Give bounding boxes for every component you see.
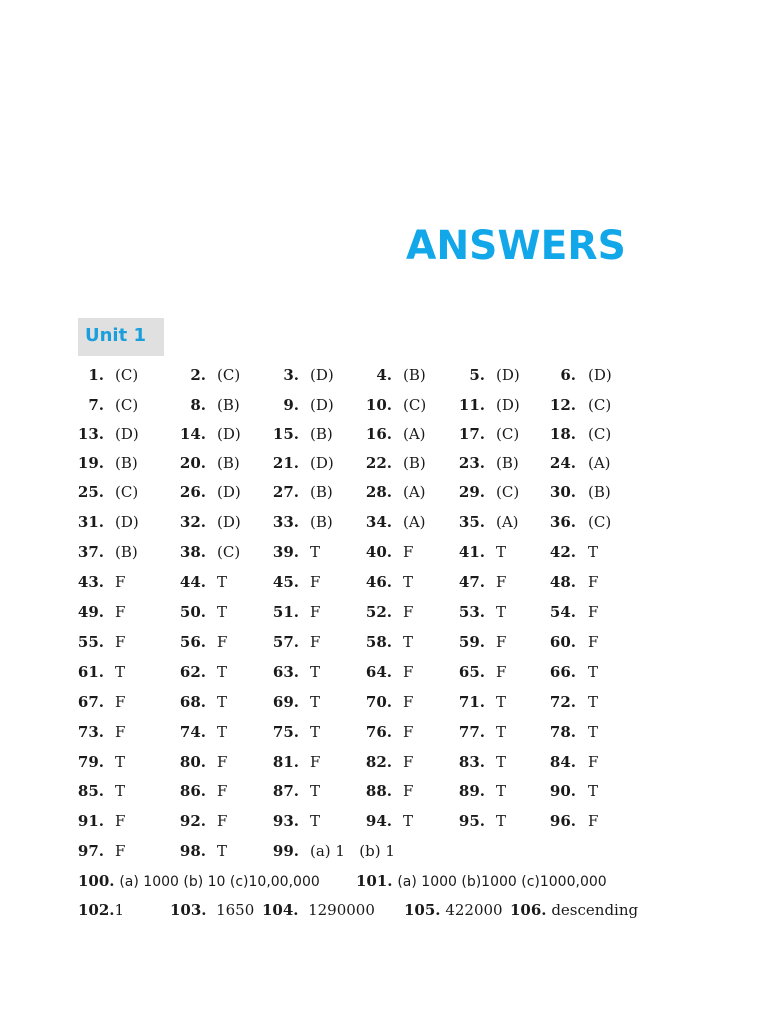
answer-text: (D) (496, 366, 520, 384)
answer-text: F (588, 753, 599, 771)
answer-item-101 (356, 869, 607, 894)
answer-text: T (115, 753, 126, 771)
question-number: 55. (77, 633, 104, 651)
question-number: 88. (365, 782, 392, 800)
question-number: 37. (77, 543, 104, 561)
answer-text: (B) (115, 543, 138, 561)
question-number: 30. (549, 483, 576, 501)
question-number: 89. (458, 782, 485, 800)
question-number: 54. (549, 603, 576, 621)
answer-text: F (310, 603, 321, 621)
question-number: 106. (510, 901, 547, 919)
answer-text: F (496, 663, 507, 681)
question-number: 41. (458, 543, 485, 561)
answer-text: T (217, 663, 228, 681)
question-number: 16. (365, 425, 392, 443)
answer-text: F (588, 603, 599, 621)
question-number: 33. (272, 513, 299, 531)
answer-text: T (115, 663, 126, 681)
answer-text: (C) (217, 543, 241, 561)
answer-text: 422000 (445, 901, 503, 919)
question-number: 79. (77, 753, 104, 771)
question-number: 31. (77, 513, 104, 531)
answer-text: (D) (217, 425, 241, 443)
answer-text: descending (551, 901, 639, 919)
answer-text: (D) (115, 425, 139, 443)
question-number: 62. (179, 663, 206, 681)
answer-text: T (310, 663, 321, 681)
answer-text: 1290000 (308, 901, 375, 919)
answer-text: (C) (115, 396, 139, 414)
answer-text: (D) (217, 513, 241, 531)
question-number: 81. (272, 753, 299, 771)
answer-row (0, 510, 768, 534)
question-number: 103. (170, 901, 207, 919)
question-number: 47. (458, 573, 485, 591)
answer-row (0, 600, 768, 624)
answer-text: (A) (588, 454, 611, 472)
question-number: 85. (77, 782, 104, 800)
question-number: 61. (77, 663, 104, 681)
question-number: 57. (272, 633, 299, 651)
question-number: 104. (262, 901, 299, 919)
answer-text: T (403, 573, 414, 591)
question-number: 40. (365, 543, 392, 561)
answer-text: F (403, 543, 414, 561)
question-number: 26. (179, 483, 206, 501)
question-number: 19. (77, 454, 104, 472)
question-number: 5. (469, 366, 485, 384)
question-number: 51. (272, 603, 299, 621)
answer-row (0, 630, 768, 654)
question-number: 67. (77, 693, 104, 711)
answer-text: F (115, 723, 126, 741)
answer-text: T (588, 663, 599, 681)
unit-label: Unit 1 (85, 325, 146, 346)
answer-text: F (496, 573, 507, 591)
answer-row (0, 839, 768, 863)
question-number: 87. (272, 782, 299, 800)
answer-text: F (588, 633, 599, 651)
question-number: 105. (404, 901, 441, 919)
question-number: 98. (179, 842, 206, 860)
answer-item-102 (78, 898, 124, 922)
question-number: 12. (549, 396, 576, 414)
answer-text: F (217, 812, 228, 830)
answer-text: (A) (496, 513, 519, 531)
question-number: 6. (560, 366, 576, 384)
answer-text: (B) (217, 454, 240, 472)
answer-item-106 (510, 898, 638, 922)
answer-text: (C) (115, 483, 139, 501)
answer-row (0, 750, 768, 774)
question-number: 42. (549, 543, 576, 561)
answer-text: (A) (403, 425, 426, 443)
answer-text: F (403, 663, 414, 681)
question-number: 27. (272, 483, 299, 501)
question-number: 82. (365, 753, 392, 771)
answer-text: T (496, 753, 507, 771)
question-number: 56. (179, 633, 206, 651)
answer-text: F (115, 633, 126, 651)
answer-row-102-106 (0, 898, 768, 922)
answer-text: F (403, 603, 414, 621)
answer-text: T (310, 693, 321, 711)
question-number: 83. (458, 753, 485, 771)
answer-text: (B) (403, 366, 426, 384)
question-number: 9. (283, 396, 299, 414)
question-number: 60. (549, 633, 576, 651)
answer-text: F (115, 603, 126, 621)
question-number: 20. (179, 454, 206, 472)
question-number: 48. (549, 573, 576, 591)
answer-text: (D) (115, 513, 139, 531)
answer-row (0, 540, 768, 564)
answer-text: F (403, 723, 414, 741)
question-number: 92. (179, 812, 206, 830)
question-number: 102. (78, 901, 115, 919)
answer-text: F (217, 633, 228, 651)
page-title: ANSWERS (406, 223, 626, 269)
answer-text: T (217, 693, 228, 711)
question-number: 18. (549, 425, 576, 443)
answer-text: T (588, 543, 599, 561)
answer-text: F (403, 753, 414, 771)
answer-item-104 (262, 898, 375, 922)
answer-text: (B) (217, 396, 240, 414)
answer-text: F (217, 782, 228, 800)
answer-row (0, 393, 768, 417)
question-number: 90. (549, 782, 576, 800)
question-number: 53. (458, 603, 485, 621)
answer-text: T (588, 782, 599, 800)
answer-text: (D) (310, 396, 334, 414)
answer-text: (B) (115, 454, 138, 472)
answer-text: F (588, 812, 599, 830)
answer-row (0, 720, 768, 744)
question-number: 96. (549, 812, 576, 830)
answer-text: T (403, 812, 414, 830)
answer-text: (C) (588, 513, 612, 531)
question-number: 76. (365, 723, 392, 741)
question-number: 50. (179, 603, 206, 621)
question-number: 91. (77, 812, 104, 830)
answer-text: (B) (310, 483, 333, 501)
answer-text: T (217, 723, 228, 741)
answer-text: T (310, 782, 321, 800)
question-number: 99. (272, 842, 299, 860)
question-number: 4. (376, 366, 392, 384)
answer-text: (C) (403, 396, 427, 414)
answer-text: F (588, 573, 599, 591)
answer-text: T (115, 782, 126, 800)
question-number: 100. (78, 872, 115, 890)
answer-text: T (496, 543, 507, 561)
answer-text: F (115, 842, 126, 860)
question-number: 34. (365, 513, 392, 531)
question-number: 17. (458, 425, 485, 443)
question-number: 2. (190, 366, 206, 384)
answer-text: (a) 1000 (b) 10 (c)10,00,000 (119, 874, 320, 890)
answer-text: F (310, 573, 321, 591)
question-number: 28. (365, 483, 392, 501)
question-number: 94. (365, 812, 392, 830)
question-number: 24. (549, 454, 576, 472)
answer-text: 1650 (216, 901, 255, 919)
answer-row (0, 480, 768, 504)
answer-text: T (588, 693, 599, 711)
question-number: 15. (272, 425, 299, 443)
question-number: 8. (190, 396, 206, 414)
answer-text: T (496, 723, 507, 741)
answer-text: F (403, 782, 414, 800)
question-number: 59. (458, 633, 485, 651)
question-number: 36. (549, 513, 576, 531)
question-number: 78. (549, 723, 576, 741)
question-number: 64. (365, 663, 392, 681)
question-number: 72. (549, 693, 576, 711)
answer-text: 1 (114, 901, 125, 919)
answer-text: T (496, 693, 507, 711)
question-number: 49. (77, 603, 104, 621)
question-number: 97. (77, 842, 104, 860)
answer-text: (C) (115, 366, 139, 384)
answer-text: T (217, 603, 228, 621)
answer-text: T (496, 782, 507, 800)
answer-text: (B) (403, 454, 426, 472)
answer-text: (a) 1 (b) 1 (310, 842, 395, 860)
answer-text: T (310, 543, 321, 561)
question-number: 73. (77, 723, 104, 741)
answer-item-105 (404, 898, 503, 922)
question-number: 22. (365, 454, 392, 472)
answer-text: (D) (496, 396, 520, 414)
question-number: 65. (458, 663, 485, 681)
question-number: 70. (365, 693, 392, 711)
answer-text: (C) (496, 483, 520, 501)
answer-row (0, 570, 768, 594)
answer-text: (C) (588, 396, 612, 414)
question-number: 3. (283, 366, 299, 384)
answer-text: F (115, 812, 126, 830)
answer-row (0, 660, 768, 684)
answer-text: (B) (310, 425, 333, 443)
question-number: 52. (365, 603, 392, 621)
question-number: 66. (549, 663, 576, 681)
question-number: 11. (458, 396, 485, 414)
answer-text: (C) (217, 366, 241, 384)
question-number: 14. (179, 425, 206, 443)
question-number: 39. (272, 543, 299, 561)
question-number: 21. (272, 454, 299, 472)
answer-row (0, 422, 768, 446)
answer-text: T (496, 812, 507, 830)
answer-text: (B) (588, 483, 611, 501)
answer-text: F (496, 633, 507, 651)
answer-text: F (403, 693, 414, 711)
question-number: 43. (77, 573, 104, 591)
question-number: 68. (179, 693, 206, 711)
answer-text: T (310, 812, 321, 830)
answer-row (0, 809, 768, 833)
question-number: 13. (77, 425, 104, 443)
answer-text: T (496, 603, 507, 621)
answer-text: (B) (496, 454, 519, 472)
question-number: 25. (77, 483, 104, 501)
question-number: 7. (88, 396, 104, 414)
answer-text: F (310, 753, 321, 771)
answer-text: F (217, 753, 228, 771)
question-number: 29. (458, 483, 485, 501)
question-number: 71. (458, 693, 485, 711)
answer-text: (D) (588, 366, 612, 384)
answer-text: (D) (217, 483, 241, 501)
answer-row (0, 363, 768, 387)
question-number: 77. (458, 723, 485, 741)
answer-item-100 (78, 869, 320, 894)
question-number: 44. (179, 573, 206, 591)
question-number: 69. (272, 693, 299, 711)
question-number: 101. (356, 872, 393, 890)
question-number: 45. (272, 573, 299, 591)
question-number: 74. (179, 723, 206, 741)
answer-text: T (588, 723, 599, 741)
question-number: 75. (272, 723, 299, 741)
answer-text: T (310, 723, 321, 741)
question-number: 23. (458, 454, 485, 472)
answer-text: T (403, 633, 414, 651)
answer-text: F (115, 573, 126, 591)
answer-text: T (217, 573, 228, 591)
answer-row-100-101 (0, 869, 768, 893)
question-number: 38. (179, 543, 206, 561)
answer-text: F (310, 633, 321, 651)
question-number: 63. (272, 663, 299, 681)
question-number: 80. (179, 753, 206, 771)
answer-text: (a) 1000 (b)1000 (c)1000,000 (397, 874, 607, 890)
answer-row (0, 451, 768, 475)
answer-row (0, 779, 768, 803)
question-number: 93. (272, 812, 299, 830)
question-number: 58. (365, 633, 392, 651)
question-number: 35. (458, 513, 485, 531)
answer-text: T (217, 842, 228, 860)
answer-text: (D) (310, 454, 334, 472)
answer-text: (D) (310, 366, 334, 384)
question-number: 1. (88, 366, 104, 384)
question-number: 86. (179, 782, 206, 800)
answer-text: F (115, 693, 126, 711)
answer-text: (A) (403, 513, 426, 531)
answer-text: (C) (588, 425, 612, 443)
answer-text: (C) (496, 425, 520, 443)
question-number: 95. (458, 812, 485, 830)
answer-item-103 (170, 898, 254, 922)
answer-text: (B) (310, 513, 333, 531)
question-number: 84. (549, 753, 576, 771)
question-number: 10. (365, 396, 392, 414)
answer-text: (A) (403, 483, 426, 501)
answer-row (0, 690, 768, 714)
question-number: 32. (179, 513, 206, 531)
question-number: 46. (365, 573, 392, 591)
